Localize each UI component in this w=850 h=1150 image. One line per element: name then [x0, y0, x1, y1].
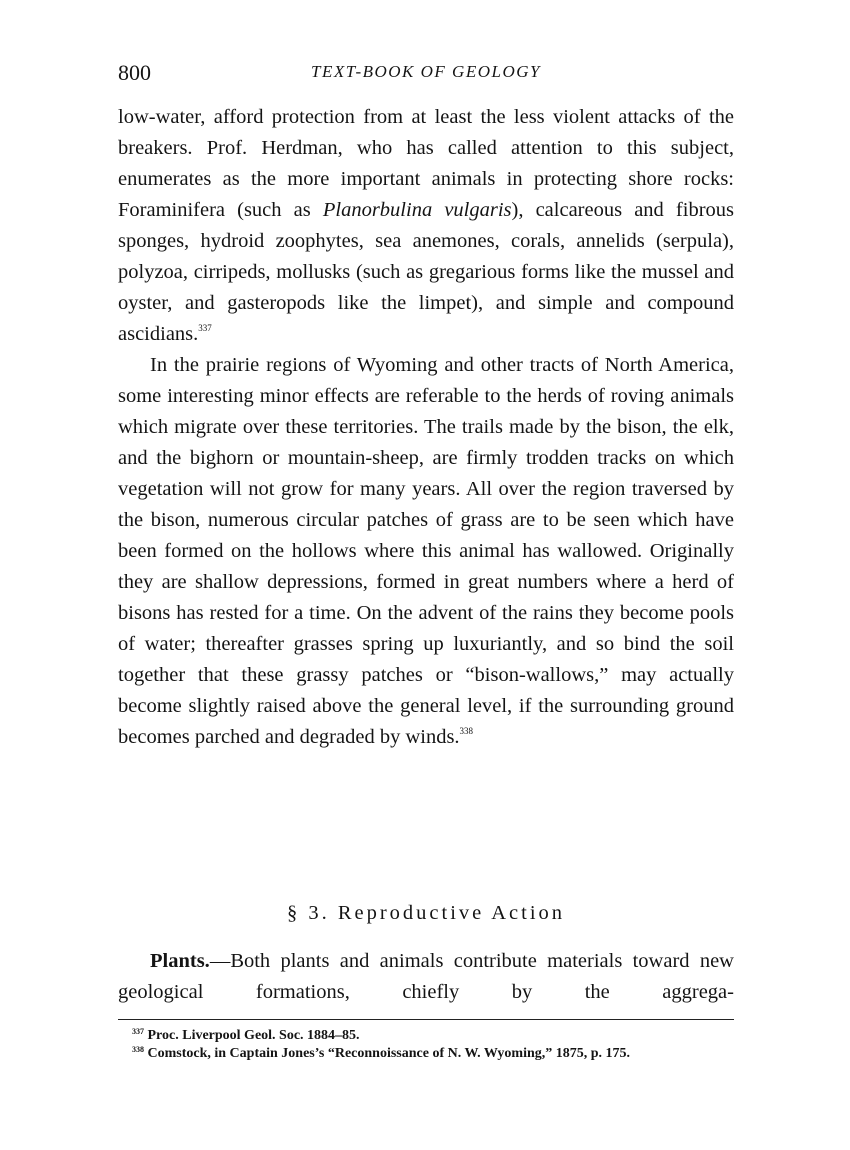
paragraph-text: low-water, afford protection from at least the less violent attacks of the breakers. Prof. Herdman, who has called attention to this subject, enumerates as the more important animals in protecting shore rocks: Foraminifera (such as — [118, 106, 734, 221]
footnote-text: Comstock, in Captain Jones’s “Reconnoissance of N. W. Wyoming,” 1875, p. 175. — [147, 1046, 631, 1061]
book-page — [118, 0, 734, 1150]
species-name: Planorbulina vulgaris — [322, 199, 512, 221]
running-head — [118, 60, 734, 90]
paragraph-text: ), calcareous and fibrous sponges, hydroid zoophytes, sea anemones, corals, annelids (serpula), polyzoa, cirripeds, mollusks (such as gregarious forms like the mussel and oyster, and gasteropods like the limpet), and simple and compound ascidians. — [118, 199, 734, 345]
footnote-338 — [118, 1045, 734, 1063]
running-title: TEXT-BOOK OF GEOLOGY — [311, 62, 541, 81]
paragraph-shore-rocks — [118, 102, 734, 350]
paragraph-plants — [118, 946, 734, 1008]
footnote-text: Proc. Liverpool Geol. Soc. 1884–85. — [147, 1028, 360, 1043]
paragraph-bison-wallows — [118, 350, 734, 753]
section-heading: § 3. Reproductive Action — [286, 902, 566, 924]
body-text — [118, 102, 734, 753]
page-number: 800 — [118, 60, 151, 85]
footnote-ref-338: 338 — [459, 726, 474, 736]
footnote-ref-337: 337 — [198, 323, 212, 333]
footnote-mark: 337 — [132, 1027, 144, 1036]
paragraph-lead-in: Plants. — [150, 950, 210, 972]
paragraph-text: In the prairie regions of Wyoming and other tracts of North America, some interesting minor effects are referable to the herds of roving animals which migrate over these territories. The trails made by the bison, the elk, and the bighorn or mountain-sheep, are firmly trodden tracks on which vegetation will not grow for many years. All over the region traversed by the bison, numerous circular patches of grass are to be seen which have been formed on the hollows where this animal has wallowed. Originally they are shallow depressions, formed in great numbers where a herd of bisons has rested for a time. On the advent of the rains they become pools of water; thereafter grasses spring up luxuriantly, and so bind the soil together that these grassy patches or “bison-wallows,” may actually become slightly raised above the general level, if the surrounding ground becomes parched and degraded by winds. — [118, 354, 734, 748]
footnotes — [118, 1027, 734, 1063]
footnote-divider — [118, 1019, 734, 1020]
footnote-337 — [118, 1027, 734, 1045]
footnote-mark: 338 — [132, 1045, 144, 1054]
paragraph-text: —Both plants and animals contribute materials toward new geological formations, chiefly by the aggrega- — [118, 950, 734, 1003]
